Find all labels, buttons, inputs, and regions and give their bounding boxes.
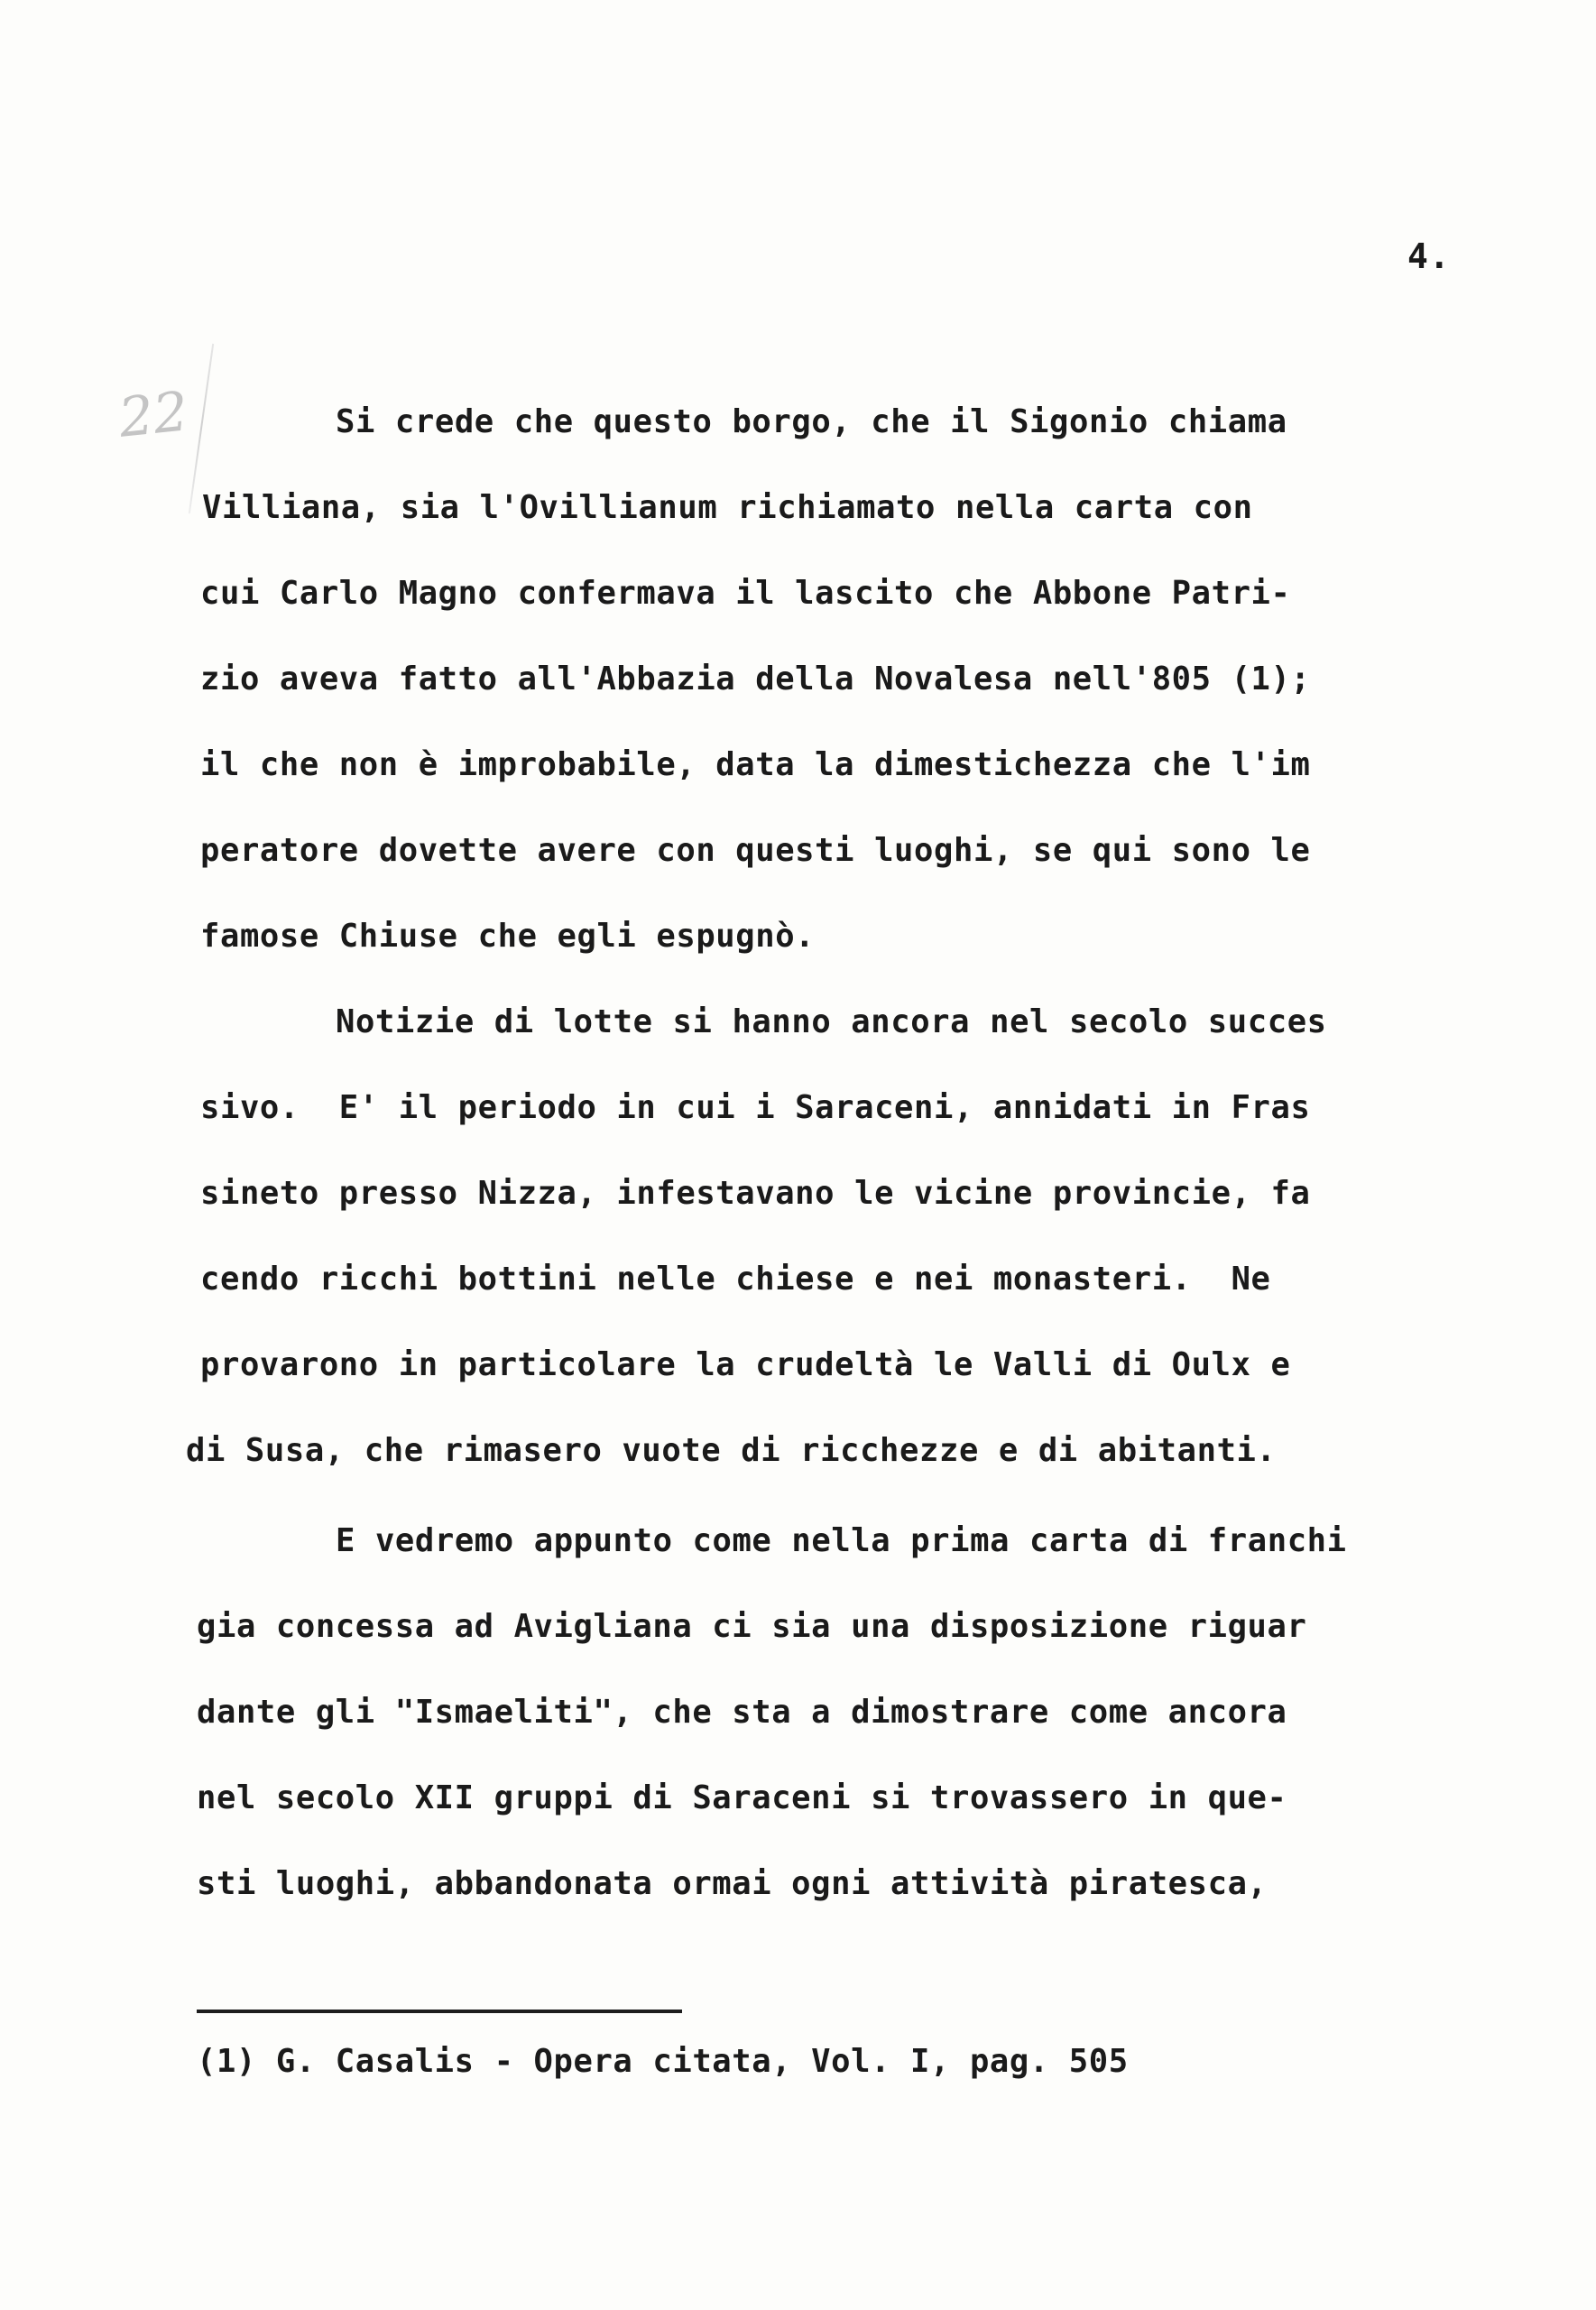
text-line: il che non è improbabile, data la dimestichezza che l'im	[200, 746, 1311, 783]
text-line: E vedremo appunto come nella prima carta di franchi	[336, 1522, 1347, 1559]
text-line: Notizie di lotte si hanno ancora nel secolo succes	[336, 1003, 1327, 1040]
text-line: sineto presso Nizza, infestavano le vicine provincie, fa	[200, 1175, 1311, 1212]
text-line: sivo. E' il periodo in cui i Saraceni, annidati in Fras	[200, 1089, 1311, 1126]
handwritten-pencil-mark: 22	[115, 380, 191, 450]
text-line: cui Carlo Magno confermava il lascito che Abbone Patri-	[200, 575, 1291, 612]
text-line: Si crede che questo borgo, che il Sigonio chiama	[336, 403, 1287, 440]
text-line: zio aveva fatto all'Abbazia della Novalesa nell'805 (1);	[200, 661, 1311, 698]
page-number: 4.	[1407, 236, 1451, 276]
text-line: di Susa, che rimasero vuote di ricchezze e di abitanti.	[186, 1432, 1277, 1469]
text-line: provarono in particolare la crudeltà le Valli di Oulx e	[200, 1346, 1291, 1383]
text-line: sti luoghi, abbandonata ormai ogni attività piratesca,	[197, 1865, 1268, 1902]
margin-pencil-line	[189, 344, 214, 513]
text-line: gia concessa ad Avigliana ci sia una disposizione riguar	[197, 1608, 1307, 1645]
text-line: nel secolo XII gruppi di Saraceni si trovassero in que-	[197, 1779, 1287, 1816]
text-line: dante gli "Ismaeliti", che sta a dimostrare come ancora	[197, 1694, 1287, 1731]
footnote: (1) G. Casalis - Opera citata, Vol. I, pag. 505	[197, 2043, 1129, 2080]
text-line: peratore dovette avere con questi luoghi, se qui sono le	[200, 832, 1311, 869]
text-line: Villiana, sia l'Ovillianum richiamato nella carta con	[202, 489, 1253, 526]
text-line: famose Chiuse che egli espugnò.	[200, 918, 816, 955]
footnote-separator	[197, 2010, 682, 2013]
text-line: cendo ricchi bottini nelle chiese e nei monasteri. Ne	[200, 1261, 1271, 1298]
